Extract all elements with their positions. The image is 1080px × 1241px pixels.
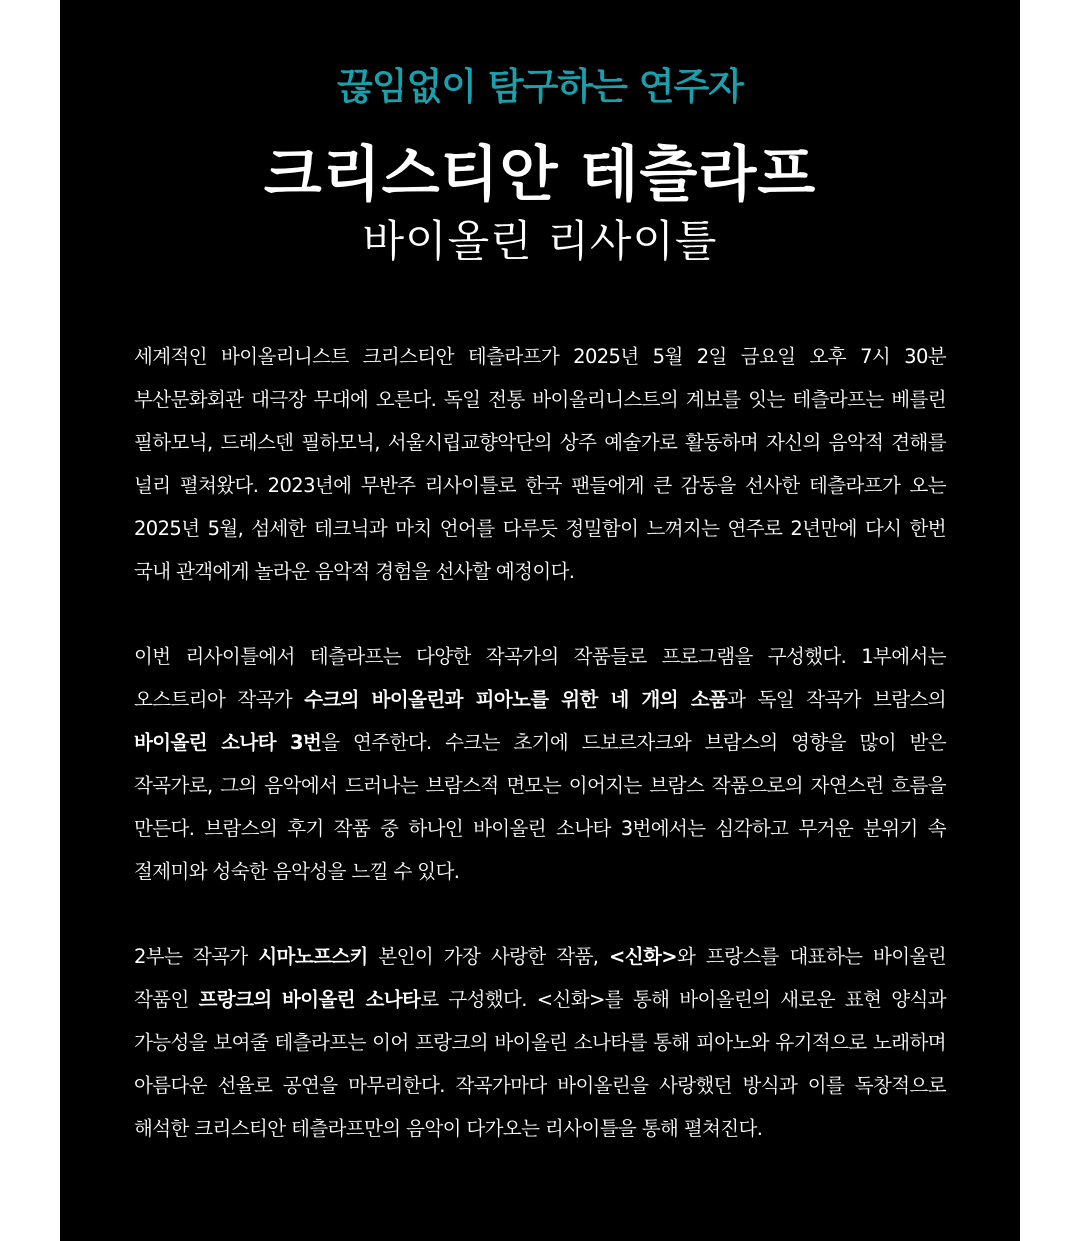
highlight-franck-sonata: 프랑크의 바이올린 소나타 bbox=[198, 988, 421, 1011]
text-segment: 와 프랑스를 대표하는 바이올린 작품인 bbox=[134, 945, 946, 1011]
text-segment: 로 구성했다. <신화>를 통해 바이올린의 새로운 표현 양식과 가능성을 보여줄 테츨라프는 이어 프랑크의 바이올린 소나타를 통해 피아노와 유기적으로 노래하며 아름다운 선율로 공연을 마무리한다. 작곡가마다 바이올린을 사랑했던 방식과 이를 독창적으로 해석한 크리스티안 테츨라프만의 음악이 다가오는 리사이틀을 통해 펼쳐진다. bbox=[134, 988, 946, 1140]
artist-name: 크리스티안 테츨라프 bbox=[263, 140, 817, 210]
tagline: 끊임없이 탐구하는 연주자 bbox=[337, 64, 743, 108]
description-body bbox=[134, 335, 946, 1192]
highlight-szymanowski: 시마노프스키 bbox=[258, 945, 368, 968]
text-segment: 과 독일 작곡가 브람스의 bbox=[727, 688, 946, 711]
text-segment: 본인이 가장 사랑한 작품, bbox=[367, 945, 609, 968]
paragraph-program-part2 bbox=[134, 935, 946, 1150]
highlight-suk-pieces: 수크의 바이올린과 피아노를 위한 네 개의 소품 bbox=[304, 688, 728, 711]
recital-subtitle: 바이올린 리사이틀 bbox=[362, 217, 718, 267]
highlight-mythes: <신화> bbox=[609, 945, 677, 968]
highlight-brahms-sonata: 바이올린 소나타 3번 bbox=[134, 731, 322, 754]
concert-poster bbox=[60, 0, 1020, 1241]
text-segment: 2부는 작곡가 bbox=[134, 945, 259, 968]
paragraph-program-part1 bbox=[134, 635, 946, 893]
paragraph-intro: 세계적인 바이올리니스트 크리스티안 테츨라프가 2025년 5월 2일 금요일 오후 7시 30분 부산문화회관 대극장 무대에 오른다. 독일 전통 바이올리니스트의 계보를 잇는 테츨라프는 베를린 필하모닉, 드레스덴 필하모닉, 서울시립교향악단의 상주 예술가로 활동하며 자신의 음악적 견해를 널리 펼쳐왔다. 2023년에 무반주 리사이틀로 한국 팬들에게 큰 감동을 선사한 테츨라프가 오는 2025년 5월, 섬세한 테크닉과 마치 언어를 다루듯 정밀함이 느껴지는 연주로 2년만에 다시 한번 국내 관객에게 놀라운 음악적 경험을 선사할 예정이다. bbox=[134, 345, 946, 583]
text-segment: 을 연주한다. 수크는 초기에 드보르자크와 브람스의 영향을 많이 받은 작곡가로, 그의 음악에서 드러나는 브람스적 면모는 이어지는 브람스 작품으로의 자연스런 흐름을 만든다. 브람스의 후기 작품 중 하나인 바이올린 소나타 3번에서는 심각하고 무거운 분위기 속 절제미와 성숙한 음악성을 느낄 수 있다. bbox=[134, 731, 946, 883]
text-segment: 이번 리사이틀에서 테츨라프는 다양한 작곡가의 작품들로 프로그램을 구성했다. 1부에서는 오스트리아 작곡가 bbox=[134, 645, 946, 711]
